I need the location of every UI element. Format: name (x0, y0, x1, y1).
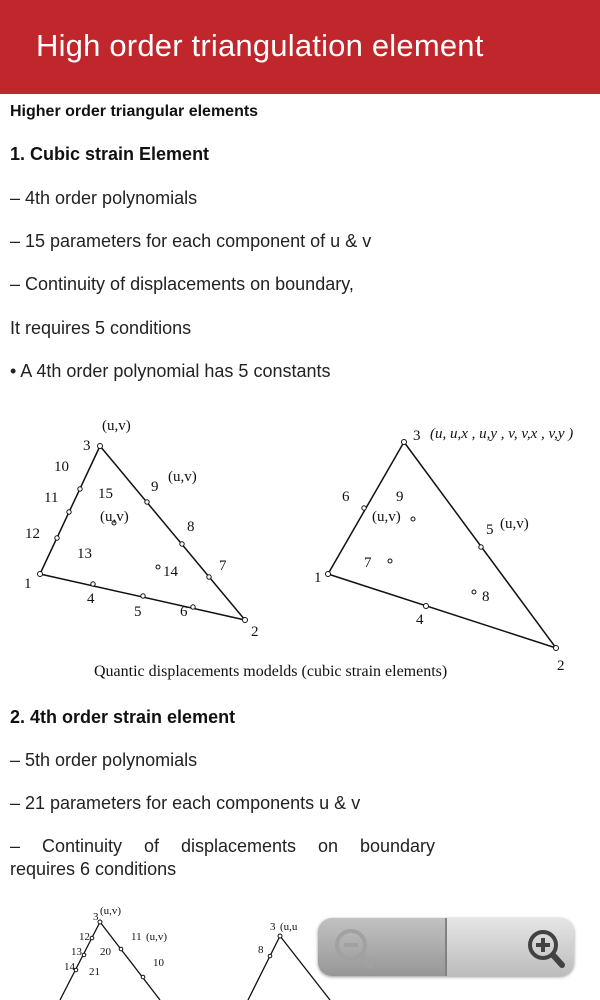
word: of (143, 836, 159, 856)
intro-heading: Higher order triangular elements (10, 103, 259, 120)
uv-label: (u,v) (102, 418, 131, 434)
node-label: 6 (180, 604, 188, 620)
section2-line: – 21 parameters for each components u & v (10, 793, 361, 813)
node-label: 2 (557, 658, 565, 674)
dof-label: (u,u (280, 921, 298, 933)
zoom-out-icon (318, 918, 445, 976)
node-label: 11 (44, 490, 59, 506)
node-label: 15 (98, 486, 113, 502)
node-label: 13 (77, 546, 92, 562)
node-label: 12 (25, 526, 40, 542)
section1-line: – 4th order polynomials (10, 188, 198, 208)
node-label: 14 (163, 564, 178, 580)
word-line: requires 6 conditions (10, 859, 177, 879)
zoom-control (318, 918, 574, 976)
zoom-in-icon (447, 918, 574, 976)
node-label: 3 (83, 438, 91, 454)
word: Continuity (41, 836, 123, 856)
section1-line: It requires 5 conditions (10, 318, 192, 338)
app-bar (0, 0, 600, 94)
node-label: 7 (219, 558, 227, 574)
node-label: 13 (71, 946, 82, 958)
uv-label: (u,v) (100, 509, 129, 525)
uv-label: (u,v) (168, 469, 197, 485)
node-label: 1 (24, 576, 32, 592)
figure1-diagram (0, 410, 600, 690)
uv-label: (u,v) (100, 905, 122, 917)
left-triangle (38, 444, 248, 691)
uv-label: (u,v) (146, 931, 168, 943)
figure2-labels (64, 905, 298, 978)
node-label: 1 (314, 570, 322, 586)
node-label: 9 (396, 489, 404, 505)
node-label: 8 (187, 519, 195, 535)
node-label: 12 (79, 931, 90, 943)
node-label: 3 (270, 921, 276, 933)
left-triangle-labels (24, 418, 259, 640)
right-triangle (326, 440, 559, 651)
uv-label: (u,v) (372, 509, 401, 525)
node-label: 9 (151, 479, 159, 495)
article-content (0, 94, 600, 1000)
figure-cubic-strain-elements (0, 410, 600, 690)
node-label: 14 (64, 961, 75, 973)
node-label: 8 (482, 589, 490, 605)
section1-line: – Continuity of displacements on boundary, (10, 274, 354, 294)
word: on (317, 836, 338, 856)
figure1-caption: Quantic displacements modelds (cubic strain elements) (94, 663, 448, 680)
node-label: 20 (100, 946, 111, 958)
word: – (10, 836, 21, 856)
word: displacements (180, 836, 296, 856)
section2-justified-paragraph (10, 836, 435, 880)
right-triangle-labels (314, 426, 573, 674)
node-label: 3 (93, 911, 99, 923)
node-label: 4 (416, 612, 424, 628)
node-label: 5 (486, 522, 494, 538)
node-label: 10 (54, 459, 69, 475)
zoom-out-button[interactable] (318, 918, 445, 976)
node-label: 2 (251, 624, 259, 640)
word: boundary (359, 836, 435, 856)
node-label: 10 (153, 957, 164, 969)
node-label: 3 (413, 428, 421, 444)
section1-line: – 15 parameters for each component of u & v (10, 231, 372, 251)
node-label: 4 (87, 591, 95, 607)
node-label: 5 (134, 604, 142, 620)
section2-heading: 2. 4th order strain element (10, 707, 236, 727)
node-label: 6 (342, 489, 350, 505)
node-label: 7 (364, 555, 372, 571)
node-label: 21 (89, 966, 100, 978)
dof-label: (u, u,x , u,y , v, v,x , v,y ) (430, 426, 574, 442)
section1-line: • A 4th order polynomial has 5 constants (10, 361, 331, 381)
uv-label: (u,v) (500, 516, 529, 532)
section1-heading: 1. Cubic strain Element (10, 144, 210, 164)
zoom-in-button[interactable] (447, 918, 574, 976)
page-title: High order triangulation element (36, 28, 484, 63)
node-label: 8 (258, 944, 264, 956)
section2-line: – 5th order polynomials (10, 750, 198, 770)
node-label: 11 (131, 931, 142, 943)
